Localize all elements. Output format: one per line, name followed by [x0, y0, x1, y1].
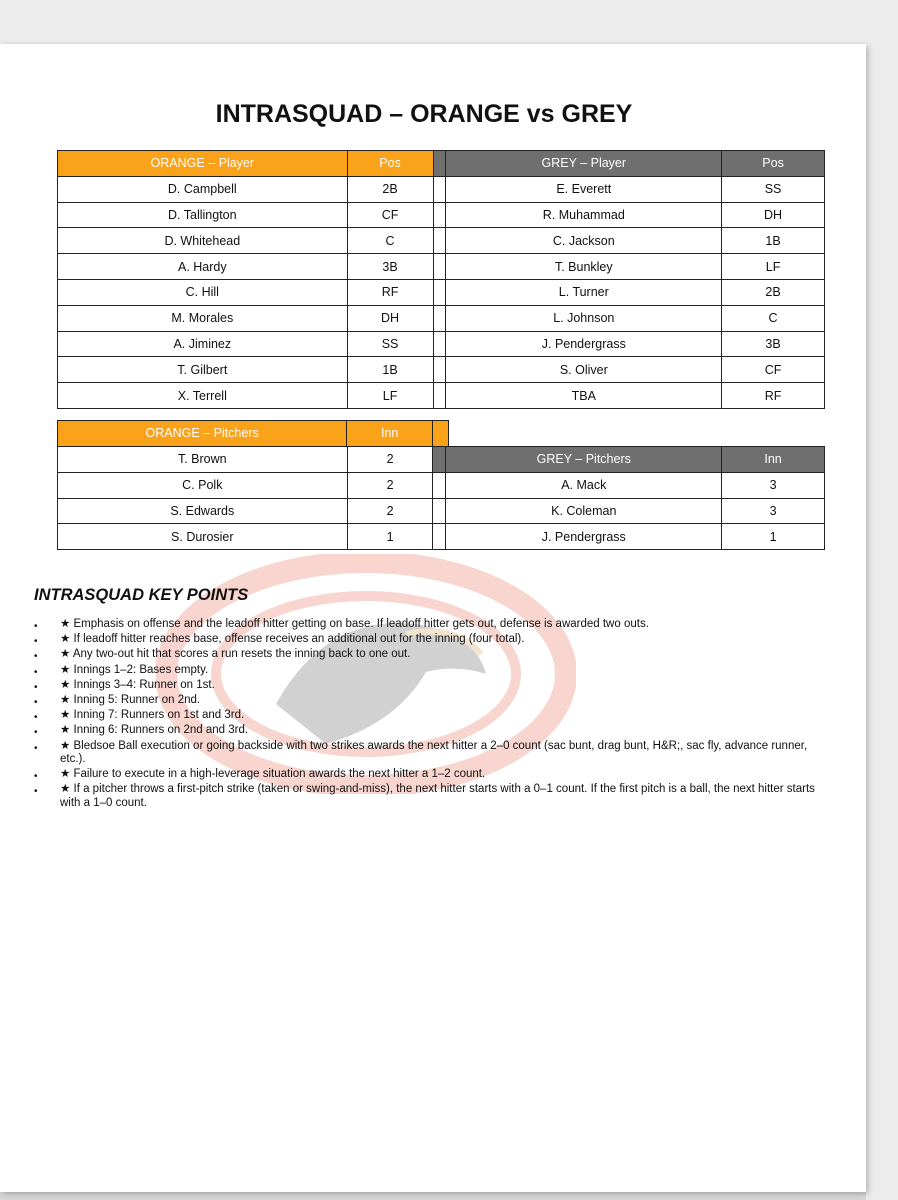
- orange-pos-cell: DH: [347, 305, 433, 331]
- lineup-header-row: [58, 151, 825, 177]
- viewer-background-right: [866, 0, 898, 1200]
- grey-pos-cell: LF: [722, 254, 825, 280]
- orange-player-cell: M. Morales: [58, 305, 348, 331]
- grey-pitcher-cell: J. Pendergrass: [446, 524, 722, 550]
- orange-pos-cell: C: [347, 228, 433, 254]
- orange-pos-cell: LF: [347, 383, 433, 409]
- gap-cell: [433, 498, 446, 524]
- grey-pitcher-cell: A. Mack: [446, 472, 722, 498]
- orange-player-cell: D. Whitehead: [58, 228, 348, 254]
- grey-pos-cell: DH: [722, 202, 825, 228]
- grey-player-cell: TBA: [446, 383, 722, 409]
- key-point-item: • ★ Inning 6: Runners on 2nd and 3rd.: [34, 724, 824, 738]
- lineup-row: [58, 254, 825, 280]
- orange-pos-cell: SS: [347, 331, 433, 357]
- key-points-list: [34, 618, 824, 812]
- grey-player-cell: C. Jackson: [446, 228, 722, 254]
- gap-cell: [433, 202, 446, 228]
- orange-player-cell: A. Hardy: [58, 254, 348, 280]
- grey-player-cell: R. Muhammad: [446, 202, 722, 228]
- key-point-item: • ★ Innings 1–2: Bases empty.: [34, 664, 824, 678]
- gap-cell: [433, 524, 446, 550]
- orange-inn-cell: 1: [347, 524, 433, 550]
- grey-player-cell: L. Turner: [446, 279, 722, 305]
- lineup-row: [58, 331, 825, 357]
- grey-pos-cell: RF: [722, 383, 825, 409]
- gap-cell: [433, 305, 446, 331]
- grey-inn-cell: 3: [722, 498, 825, 524]
- grey-inn-cell: 3: [722, 472, 825, 498]
- grey-inn-cell: 1: [722, 524, 825, 550]
- pitcher-row: [58, 498, 825, 524]
- orange-inn-cell: 2: [347, 447, 433, 473]
- grey-header-gap-cell: [433, 447, 446, 473]
- orange-player-cell: D. Tallington: [58, 202, 348, 228]
- grey-inn-header: Inn: [722, 447, 825, 473]
- grey-pos-cell: 1B: [722, 228, 825, 254]
- key-point-item: • ★ Any two-out hit that scores a run resets the inning back to one out.: [34, 648, 824, 662]
- gap-cell: [433, 472, 446, 498]
- document-page: [0, 44, 866, 1192]
- grey-pos-cell: 2B: [722, 279, 825, 305]
- lineup-row: [58, 228, 825, 254]
- pitcher-row: [58, 447, 825, 473]
- key-point-item: • ★ Inning 5: Runner on 2nd.: [34, 694, 824, 708]
- grey-pitchers-header: GREY – Pitchers: [446, 447, 722, 473]
- pitcher-row: [58, 472, 825, 498]
- key-point-item: • ★ Bledsoe Ball execution or going backside with two strikes awards the next hitter a 2–0 count (sac bunt, drag bunt, H&R;, sac fly, advance runner, etc.).: [34, 740, 824, 767]
- page-title: INTRASQUAD – ORANGE vs GREY: [215, 100, 633, 128]
- key-point-item: • ★ If leadoff hitter reaches base, offense receives an additional out for the inning (four total).: [34, 633, 824, 647]
- lineup-row: [58, 176, 825, 202]
- orange-player-cell: C. Hill: [58, 279, 348, 305]
- orange-header-gap-cell: [433, 421, 449, 447]
- key-point-item: • ★ Emphasis on offense and the leadoff hitter getting on base. If leadoff hitter gets out, defense is awarded two outs.: [34, 618, 824, 632]
- lineup-table: [57, 150, 825, 409]
- grey-pos-cell: SS: [722, 176, 825, 202]
- lineup-row: [58, 357, 825, 383]
- orange-pitchers-header: ORANGE – Pitchers: [58, 421, 347, 447]
- orange-player-header: ORANGE – Player: [58, 151, 348, 177]
- pitchers-table: [57, 446, 825, 550]
- orange-pitcher-cell: S. Durosier: [58, 524, 348, 550]
- orange-player-cell: D. Campbell: [58, 176, 348, 202]
- header-gap-cell: [433, 151, 446, 177]
- grey-player-cell: S. Oliver: [446, 357, 722, 383]
- orange-pos-cell: 3B: [347, 254, 433, 280]
- orange-player-cell: T. Gilbert: [58, 357, 348, 383]
- orange-inn-cell: 2: [347, 472, 433, 498]
- orange-pos-cell: CF: [347, 202, 433, 228]
- grey-pitcher-cell: K. Coleman: [446, 498, 722, 524]
- orange-pos-cell: 1B: [347, 357, 433, 383]
- orange-pitcher-cell: C. Polk: [58, 472, 348, 498]
- orange-pitcher-cell: S. Edwards: [58, 498, 348, 524]
- orange-player-cell: A. Jiminez: [58, 331, 348, 357]
- gap-cell: [433, 176, 446, 202]
- grey-pos-cell: CF: [722, 357, 825, 383]
- orange-pos-cell: RF: [347, 279, 433, 305]
- grey-player-cell: E. Everett: [446, 176, 722, 202]
- orange-pos-header: Pos: [347, 151, 433, 177]
- key-point-item: • ★ Inning 7: Runners on 1st and 3rd.: [34, 709, 824, 723]
- orange-inn-cell: 2: [347, 498, 433, 524]
- grey-pos-cell: C: [722, 305, 825, 331]
- lineup-row: [58, 279, 825, 305]
- grey-player-cell: T. Bunkley: [446, 254, 722, 280]
- gap-cell: [433, 254, 446, 280]
- pitcher-row: [58, 524, 825, 550]
- lineup-row: [58, 383, 825, 409]
- key-point-item: • ★ If a pitcher throws a first-pitch strike (taken or swing-and-miss), the next hitter starts with a 0–1 count. If the first pitch is a ball, the next hitter starts with a 1–0 count.: [34, 783, 824, 810]
- gap-cell: [433, 331, 446, 357]
- gap-cell: [433, 279, 446, 305]
- orange-pitchers-header-table: [57, 420, 449, 447]
- gap-cell: [433, 228, 446, 254]
- orange-pos-cell: 2B: [347, 176, 433, 202]
- lineup-row: [58, 305, 825, 331]
- grey-player-header: GREY – Player: [446, 151, 722, 177]
- key-point-item: • ★ Innings 3–4: Runner on 1st.: [34, 679, 824, 693]
- grey-player-cell: J. Pendergrass: [446, 331, 722, 357]
- orange-player-cell: X. Terrell: [58, 383, 348, 409]
- grey-pos-cell: 3B: [722, 331, 825, 357]
- gap-cell: [433, 383, 446, 409]
- key-point-item: • ★ Failure to execute in a high-leverage situation awards the next hitter a 1–2 count.: [34, 768, 824, 782]
- lineup-row: [58, 202, 825, 228]
- viewer-background-top: [0, 0, 898, 44]
- gap-cell: [433, 357, 446, 383]
- orange-inn-header: Inn: [347, 421, 433, 447]
- grey-player-cell: L. Johnson: [446, 305, 722, 331]
- grey-pos-header: Pos: [722, 151, 825, 177]
- orange-pitcher-cell: T. Brown: [58, 447, 348, 473]
- key-points-title: INTRASQUAD KEY POINTS: [34, 586, 249, 604]
